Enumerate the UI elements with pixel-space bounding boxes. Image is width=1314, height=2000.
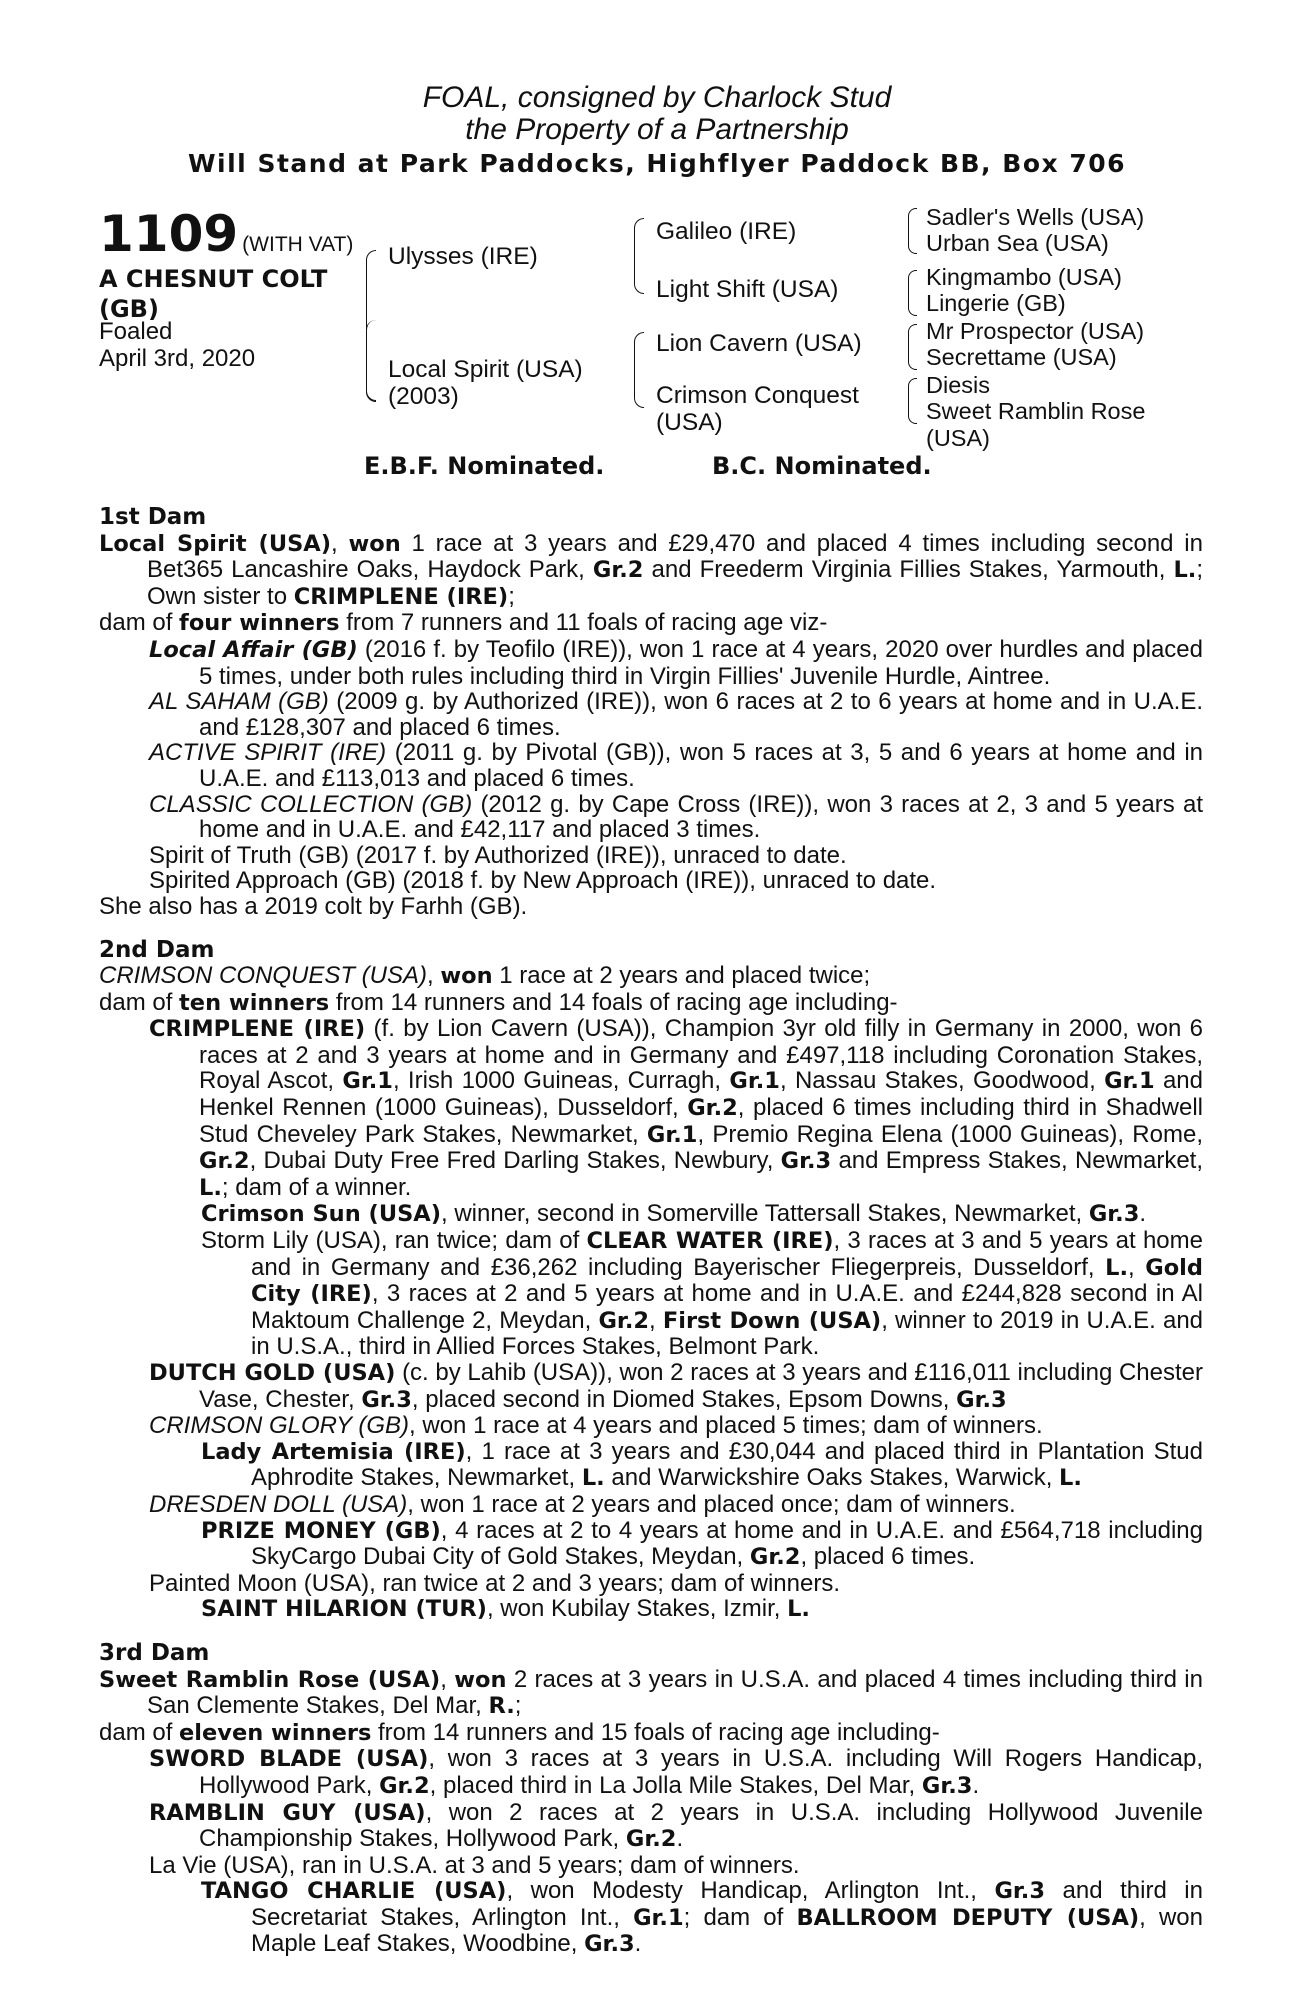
produce-entry: SAINT HILARION (TUR), won Kubilay Stakes, Izmir, L. [201,1595,810,1623]
produce-entry: CRIMSON GLORY (GB), won 1 race at 4 years and placed 5 times; dam of winners. [149,1412,1043,1440]
lot-number: 1109 [99,205,239,263]
produce-entry: DUTCH GOLD (USA) (c. by Lahib (USA)), won 2 races at 3 years and £116,011 including Chester Vase, Chester, Gr.3, placed second in Diomed Stakes, Epsom Downs, Gr.3 [149,1359,1203,1413]
dam-sire: Lion Cavern (USA) [656,330,862,357]
produce-entry: La Vie (USA), ran in U.S.A. at 3 and 5 years; dam of winners. [149,1851,800,1879]
produce-entry: Local Affair (GB) (2016 f. by Teofilo (IRE)), won 1 race at 4 years, 2020 over hurdles and placed 5 times, under both rules including third in Virgin Fillies' Juvenile Hurdle, Aintree. [149,635,1204,690]
second-dam-record: CRIMSON CONQUEST (USA), won 1 race at 2 years and placed twice; [99,962,871,990]
colt-description: A CHESNUT COLT [99,265,328,293]
ggs-2: Kingmambo (USA) [926,264,1122,290]
sire-dam: Light Shift (USA) [656,276,839,303]
consignor-line: FOAL, consigned by Charlock Stud [422,81,892,114]
dds-brace [908,378,917,424]
ss-brace [634,218,644,294]
foaled-label: Foaled [99,318,173,345]
produce-entry: SWORD BLADE (USA), won 3 races at 3 years in U.S.A. including Will Rogers Handicap, Hollywood Park, Gr.2, placed third in La Jolla Mile Stakes, Del Mar, Gr.3. [149,1745,1203,1799]
produce-entry: CLASSIC COLLECTION (GB) (2012 g. by Cape Cross (IRE)), won 3 races at 2, 3 and 5 years at home and in U.A.E. and £42,117 and placed 3 times. [149,790,1203,844]
dam-dam-origin: (USA) [656,409,723,436]
sds-brace [908,270,917,316]
third-dam-record: Sweet Ramblin Rose (USA), won 2 races at 3 years in U.S.A. and placed 4 times including third in San Clemente Stakes, Del Mar, R.; [99,1665,1203,1720]
sire: Ulysses (IRE) [388,243,538,270]
ggd-4-name: Sweet Ramblin Rose [926,398,1146,424]
produce-entry: DRESDEN DOLL (USA), won 1 race at 2 years and placed once; dam of winners. [149,1490,1016,1518]
ds-brace [634,332,644,408]
ebf-nomination: E.B.F. Nominated. [364,452,605,480]
catalogue-header [0,82,1314,182]
produce-entry: ACTIVE SPIRIT (IRE) (2011 g. by Pivotal (GB)), won 5 races at 3, 5 and 6 years at home and in U.A.E. and £113,013 and placed 6 times. [149,739,1203,792]
ggs-4: Diesis [926,372,990,398]
produce-entry: Storm Lily (USA), ran twice; dam of CLEAR WATER (IRE), 3 races at 3 and 5 years at home and in Germany and £36,262 including Bayerischer Fliegerpreis, Dusseldorf, L., Gold City (IRE), 3 races at 2 and 5 years at home and in U.A.E. and £244,828 second in Al Maktoum Challenge 2, Meydan, Gr.2, First Down (USA), winner to 2019 in U.A.E. and in U.S.A., third in Allied Forces Stakes, Belmont Park. [201,1227,1204,1361]
ggd-4-origin: (USA) [926,424,990,451]
ggd-4 [926,398,1145,451]
ggs-1: Sadler's Wells (USA) [926,204,1145,230]
produce-entry: Spirit of Truth (GB) (2017 f. by Authorized (IRE)), unraced to date. [149,841,847,869]
foaled-info [99,318,255,372]
dss-brace [908,324,917,370]
first-dam-record: Local Spirit (USA), won 1 race at 3 years and £29,470 and placed 4 times including second in Bet365 Lancashire Oaks, Haydock Park, Gr.2 and Freederm Virginia Fillies Stakes, Yarmouth, L.; Own sister to CRIMPLENE (IRE); [99,529,1204,610]
produce-entry: RAMBLIN GUY (USA), won 2 races at 2 years in U.S.A. including Hollywood Juvenile Championship Stakes, Hollywood Park, Gr.2. [149,1798,1203,1853]
foaled-date: April 3rd, 2020 [99,345,256,372]
first-dam-heading: 1st Dam [99,504,207,530]
second-dam-produce-summary: dam of ten winners from 14 runners and 14 foals of racing age including- [99,988,898,1016]
dam-dam-name: Crimson Conquest [656,382,859,409]
produce-entry: Lady Artemisia (IRE), 1 race at 3 years and £30,044 and placed third in Plantation Stud Aphrodite Stakes, Newmarket, L. and Warwickshire Oaks Stakes, Warwick, L. [201,1437,1203,1492]
second-dam-heading: 2nd Dam [99,936,215,963]
sire-sire: Galileo (IRE) [656,218,797,245]
dam-year: (2003) [388,383,459,410]
dam-brace [366,320,376,401]
colt-origin: (GB) [99,295,159,323]
property-line: the Property of a Partnership [465,113,849,146]
dam-name: Local Spirit (USA) [388,356,583,383]
produce-note: She also has a 2019 colt by Farhh (GB). [99,892,528,920]
sss-brace [908,208,917,254]
catalogue-body [99,505,1203,1958]
stand-location: Will Stand at Park Paddocks, Highflyer Paddock BB, Box 706 [187,149,1127,178]
produce-entry: Spirited Approach (GB) (2018 f. by New Approach (IRE)), unraced to date. [149,867,937,895]
lot-number-block [99,206,353,262]
produce-entry: TANGO CHARLIE (USA), won Modesty Handicap, Arlington Int., Gr.3 and third in Secretariat Stakes, Arlington Int., Gr.1; dam of BALLROOM DEPUTY (USA), won Maple Leaf Stakes, Woodbine, Gr.3. [201,1877,1204,1958]
dam [388,356,583,410]
produce-entry: Crimson Sun (USA), winner, second in Somerville Tattersall Stakes, Newmarket, Gr.3. [201,1200,1147,1228]
first-dam-produce-summary: dam of four winners from 7 runners and 11 foals of racing age viz- [99,609,828,637]
ggd-2: Lingerie (GB) [926,290,1066,316]
produce-entry: PRIZE MONEY (GB), 4 races at 2 to 4 years at home and in U.A.E. and £564,718 including SkyCargo Dubai City of Gold Stakes, Meydan, Gr.2, placed 6 times. [201,1516,1204,1571]
third-dam-heading: 3rd Dam [99,1639,210,1666]
produce-entry: Painted Moon (USA), ran twice at 2 and 3 years; dam of winners. [149,1569,840,1597]
dam-dam [656,382,859,436]
ggd-1: Urban Sea (USA) [926,230,1109,256]
bc-nomination: B.C. Nominated. [712,452,932,480]
ggs-3: Mr Prospector (USA) [926,318,1145,344]
lot-description [99,264,327,324]
produce-entry: CRIMPLENE (IRE) (f. by Lion Cavern (USA)), Champion 3yr old filly in Germany in 2000, won 6 races at 2 and 3 years at home and in Germany and £497,118 including Coronation Stakes, Royal Ascot, Gr.1, Irish 1000 Guineas, Curragh, Gr.1, Nassau Stakes, Goodwood, Gr.1 and Henkel Rennen (1000 Guineas), Dusseldorf, Gr.2, placed 6 times including third in Shadwell Stud Cheveley Park Stakes, Newmarket, Gr.1, Premio Regina Elena (1000 Guineas), Rome, Gr.2, Dubai Duty Free Fred Darling Stakes, Newbury, Gr.3 and Empress Stakes, Newmarket, L.; dam of a winner. [149,1015,1204,1201]
vat-note: (WITH VAT) [242,233,354,256]
produce-entry: AL SAHAM (GB) (2009 g. by Authorized (IRE)), won 6 races at 2 to 6 years at home and in U.A.E. and £128,307 and placed 6 times. [149,688,1204,741]
ggd-3: Secrettame (USA) [926,344,1117,370]
third-dam-produce-summary: dam of eleven winners from 14 runners and 15 foals of racing age including- [99,1718,940,1746]
